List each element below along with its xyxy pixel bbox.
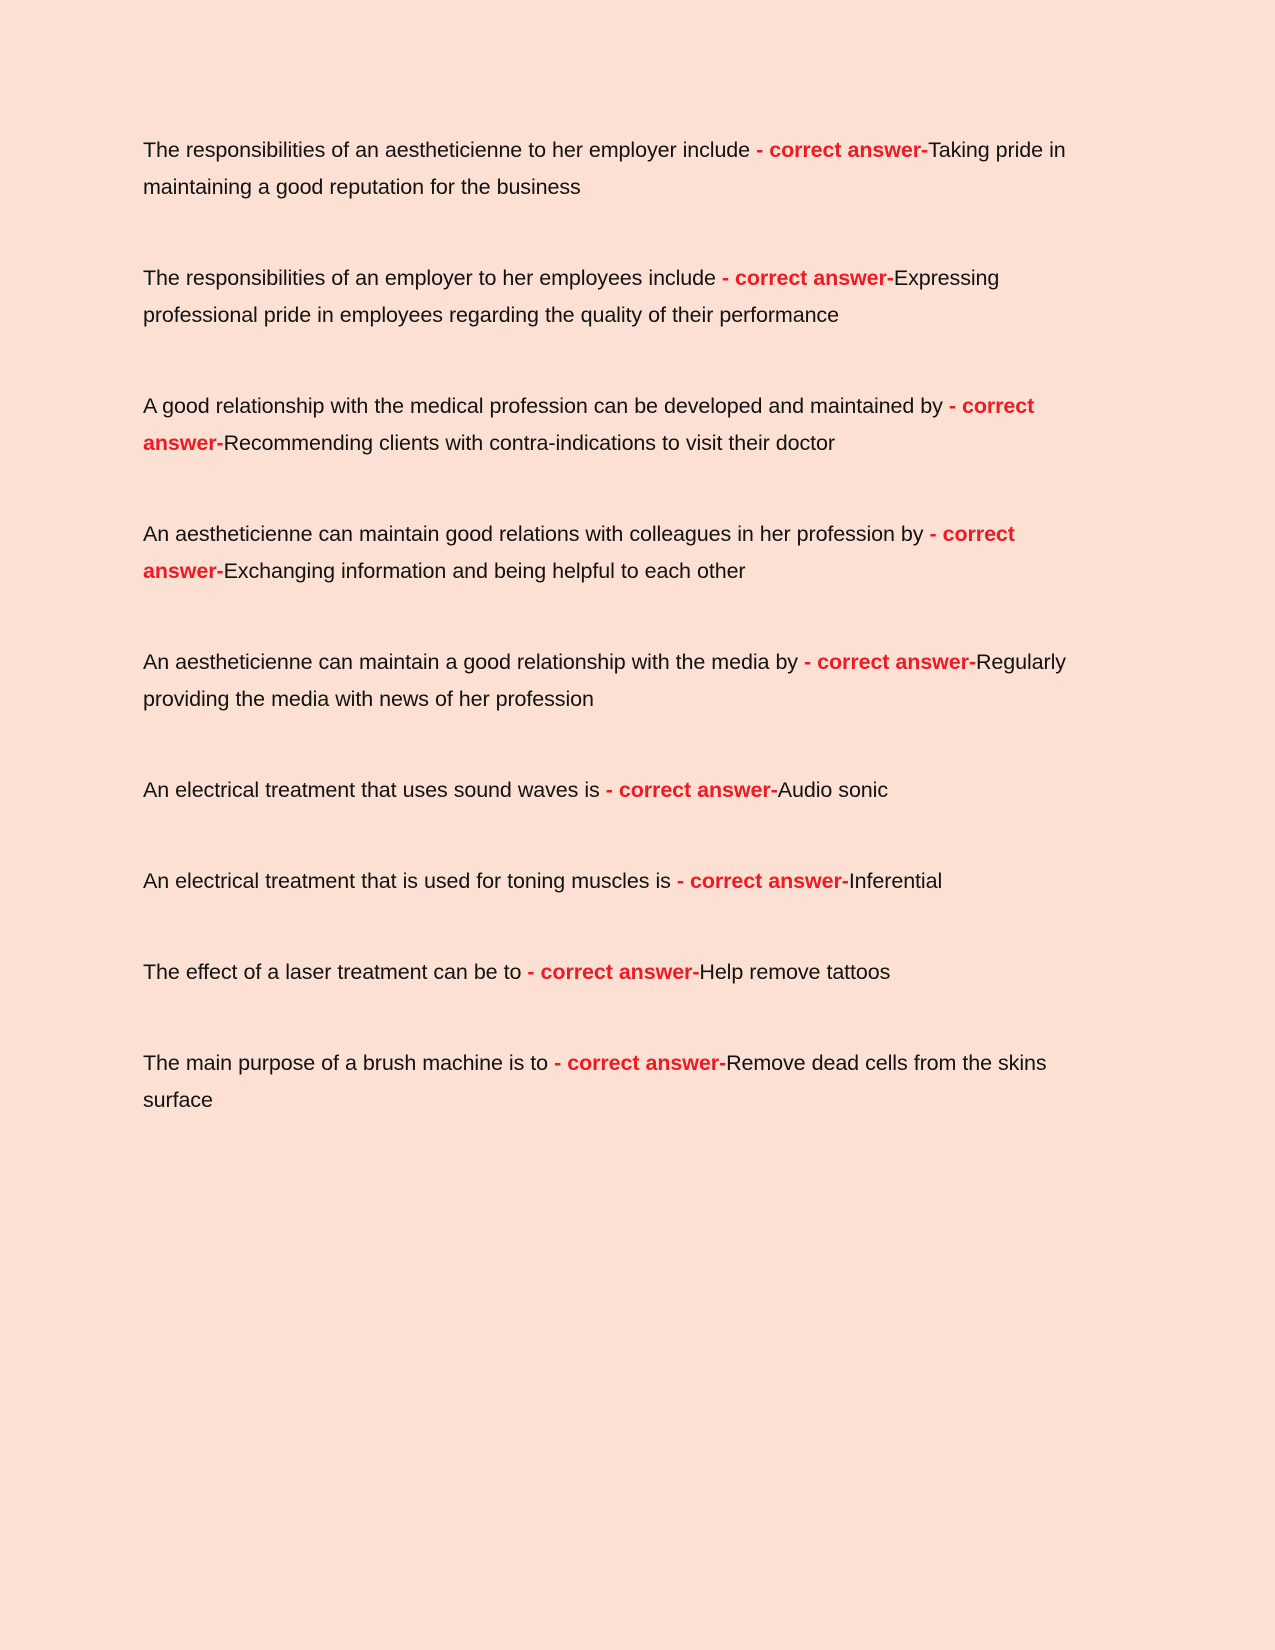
answer-text: Help remove tattoos — [699, 959, 891, 984]
correct-answer-marker: - correct answer- — [804, 649, 976, 674]
answer-text: Expressing professional pride in employees regarding the quality of their performance — [143, 265, 1000, 327]
correct-answer-marker: - correct answer- — [143, 521, 1015, 583]
qa-item — [143, 644, 1068, 718]
correct-answer-marker: - correct answer- — [143, 393, 1035, 455]
qa-item — [143, 1045, 1068, 1119]
correct-answer-marker: - correct answer- — [605, 777, 778, 802]
correct-answer-marker: - correct answer- — [527, 959, 700, 984]
qa-item — [143, 132, 1068, 206]
correct-answer-marker: - correct answer- — [721, 265, 894, 290]
answer-text: Audio sonic — [777, 777, 888, 802]
answer-text: Regularly providing the media with news of her profession — [143, 649, 1066, 711]
answer-text: Exchanging information and being helpful to each other — [223, 558, 746, 583]
qa-item — [143, 772, 1068, 809]
answer-text: Recommending clients with contra-indications to visit their doctor — [223, 430, 835, 455]
correct-answer-marker: - correct answer- — [554, 1050, 727, 1075]
qa-item — [143, 863, 1068, 900]
answer-text: Remove dead cells from the skins surface — [143, 1050, 1047, 1112]
question-text: The main purpose of a brush machine is to — [143, 1050, 555, 1075]
question-text: An electrical treatment that is used for toning muscles is — [143, 868, 677, 893]
question-text: An aestheticienne can maintain a good relationship with the media by — [143, 649, 805, 674]
qa-item — [143, 388, 1068, 462]
question-text: The responsibilities of an employer to her employees include — [143, 265, 722, 290]
qa-item — [143, 260, 1068, 334]
question-text: An electrical treatment that uses sound waves is — [143, 777, 606, 802]
question-text: An aestheticienne can maintain good relations with colleagues in her profession by — [143, 521, 930, 546]
correct-answer-marker: - correct answer- — [676, 868, 849, 893]
question-text: The effect of a laser treatment can be to — [143, 959, 528, 984]
qa-item — [143, 954, 1068, 991]
qa-item — [143, 516, 1068, 590]
question-text: A good relationship with the medical profession can be developed and maintained by — [143, 393, 949, 418]
correct-answer-marker: - correct answer- — [756, 138, 929, 162]
answer-text: Inferential — [848, 868, 943, 893]
question-text: The responsibilities of an aestheticienne to her employer include — [143, 138, 757, 162]
qa-list — [143, 132, 1068, 1119]
answer-text: Taking pride in maintaining a good reputation for the business — [143, 138, 1066, 199]
